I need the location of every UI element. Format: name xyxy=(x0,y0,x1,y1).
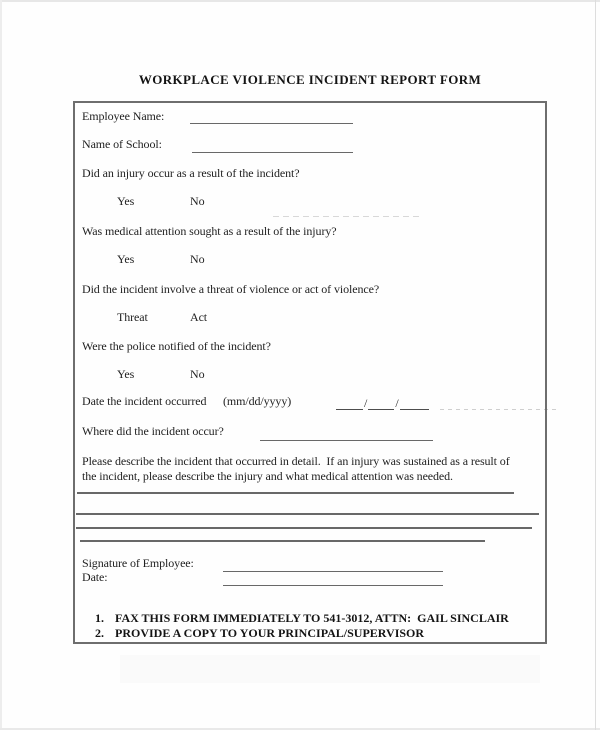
date-separator: / xyxy=(395,396,399,410)
school-name-field[interactable] xyxy=(192,152,353,153)
incident-date-format-hint: (mm/dd/yyyy) xyxy=(223,394,292,408)
date-year-blank[interactable] xyxy=(400,397,429,410)
form-border-box xyxy=(73,101,547,644)
scan-edge-top xyxy=(0,0,600,2)
date-separator: / xyxy=(364,396,368,410)
option-police-yes[interactable]: Yes xyxy=(117,367,135,381)
employee-name-field[interactable] xyxy=(190,123,353,124)
description-line-2[interactable] xyxy=(76,513,539,515)
option-medical-no[interactable]: No xyxy=(190,252,205,266)
instruction-1-text: FAX THIS FORM IMMEDIATELY TO 541-3012, ATTN: GAIL SINCLAIR xyxy=(115,611,509,625)
scan-edge-right xyxy=(595,0,596,730)
incident-date-field[interactable] xyxy=(336,395,429,410)
instruction-1-number: 1. xyxy=(95,611,104,625)
incident-location-label: Where did the incident occur? xyxy=(82,424,224,438)
option-act[interactable]: Act xyxy=(190,310,208,324)
description-line-1[interactable] xyxy=(77,492,514,494)
option-injury-no[interactable]: No xyxy=(190,194,205,208)
question-police-notified: Were the police notified of the incident? xyxy=(82,339,271,353)
employee-name-label: Employee Name: xyxy=(82,109,165,123)
description-line-3[interactable] xyxy=(76,527,532,529)
question-threat-or-act: Did the incident involve a threat of violence or act of violence? xyxy=(82,282,380,296)
signature-date-field[interactable] xyxy=(223,585,443,586)
option-medical-yes[interactable]: Yes xyxy=(117,252,135,266)
signature-date-label: Date: xyxy=(82,570,108,584)
question-injury: Did an injury occur as a result of the incident? xyxy=(82,166,300,180)
incident-date-label: Date the incident occurred xyxy=(82,394,207,408)
question-medical-attention: Was medical attention sought as a result of the injury? xyxy=(82,224,337,238)
signature-field[interactable] xyxy=(223,571,443,572)
date-month-blank[interactable] xyxy=(336,397,363,410)
instruction-2-text: PROVIDE A COPY TO YOUR PRINCIPAL/SUPERVISOR xyxy=(115,626,425,640)
option-injury-yes[interactable]: Yes xyxy=(117,194,135,208)
option-threat[interactable]: Threat xyxy=(117,310,148,324)
signature-label: Signature of Employee: xyxy=(82,556,194,570)
description-line-4[interactable] xyxy=(80,540,485,542)
description-prompt-line2: the incident, please describe the injury and what medical attention was needed. xyxy=(82,469,453,483)
school-name-label: Name of School: xyxy=(82,137,162,151)
form-title: WORKPLACE VIOLENCE INCIDENT REPORT FORM xyxy=(138,72,482,87)
option-police-no[interactable]: No xyxy=(190,367,205,381)
scan-edge-left xyxy=(0,0,2,730)
date-day-blank[interactable] xyxy=(368,397,394,410)
scan-smudge xyxy=(120,655,540,683)
incident-location-field[interactable] xyxy=(260,440,433,441)
instruction-2-number: 2. xyxy=(95,626,104,640)
description-prompt-line1: Please describe the incident that occurred in detail. If an injury was sustained as a result of xyxy=(82,454,510,468)
